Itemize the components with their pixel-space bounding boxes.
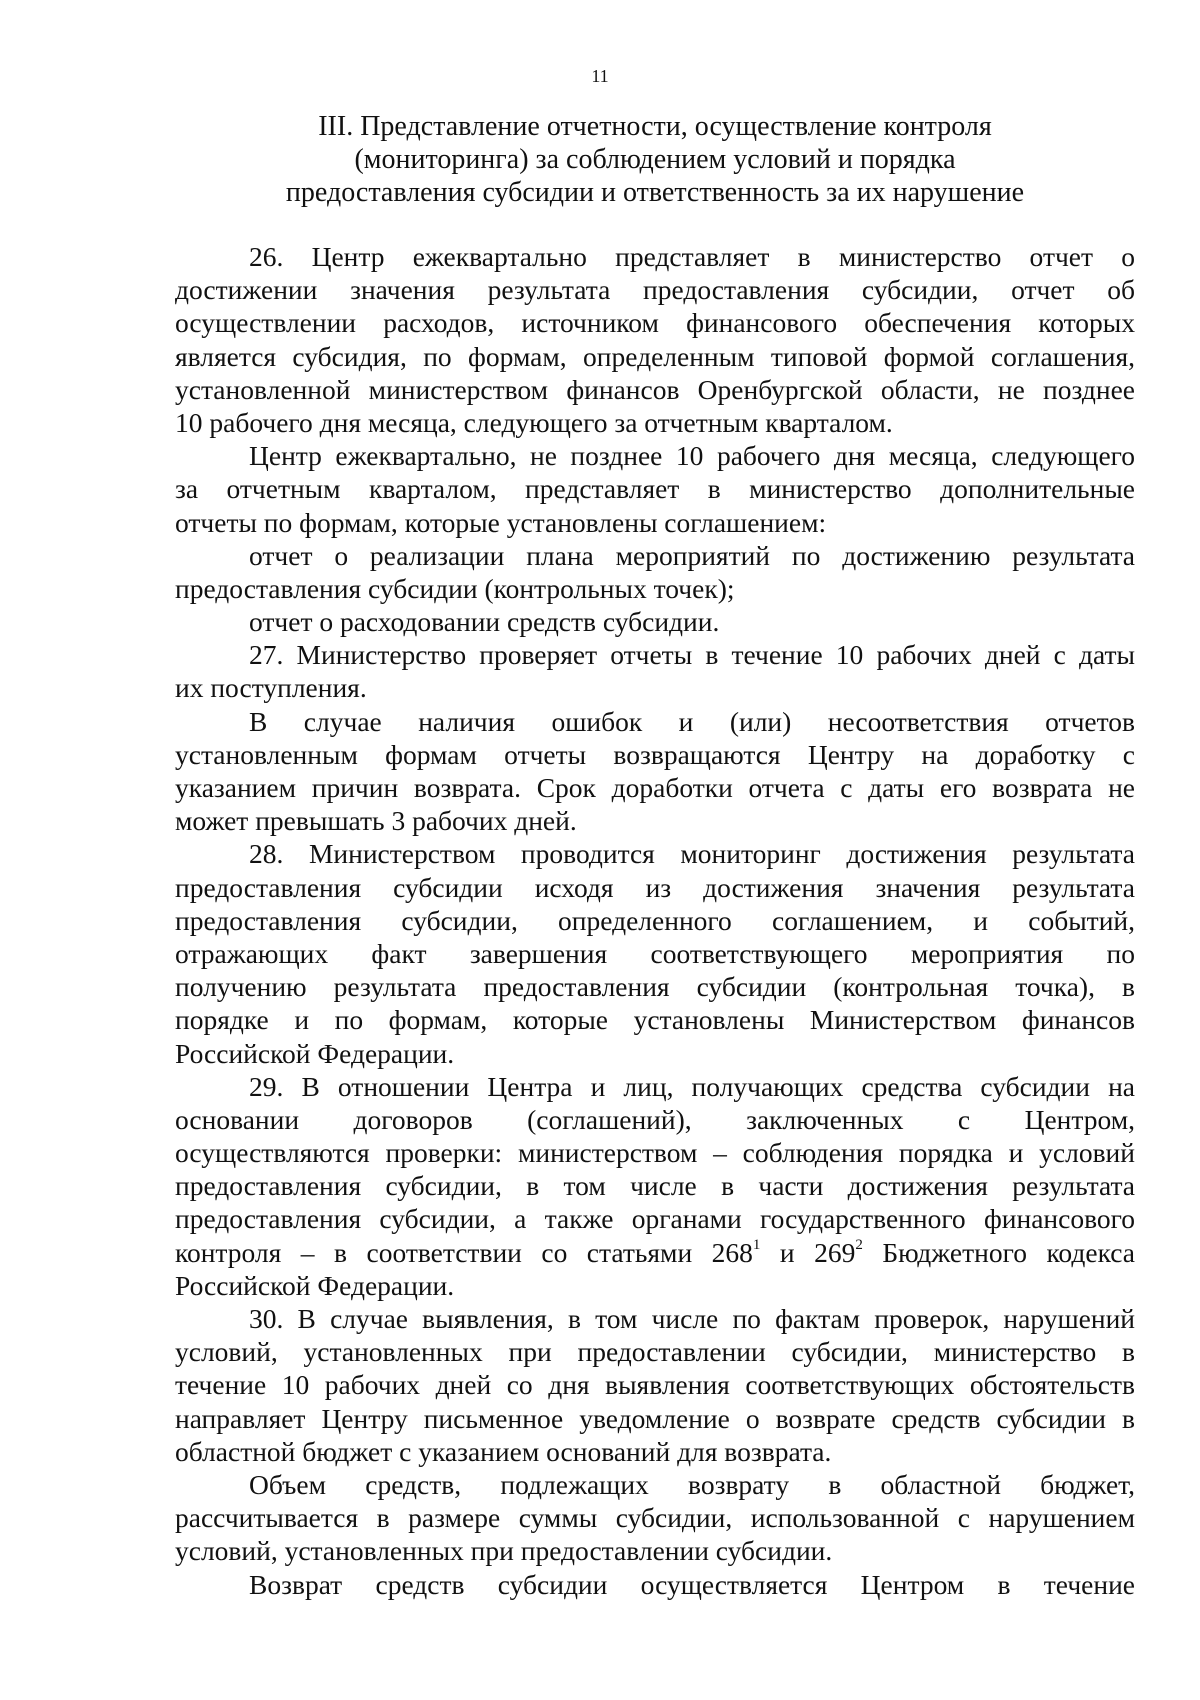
text-line: достижении значения результата предоставления субсидии, отчет об (175, 274, 1135, 306)
text-line: осуществляются проверки: министерством – соблюдения порядка и условий (175, 1137, 1135, 1169)
superscript: 1 (752, 1237, 761, 1254)
text-line: условий, установленных при предоставлении субсидии, министерство в (175, 1336, 1135, 1368)
text-line: порядке и по формам, которые установлены Министерством финансов (175, 1004, 1135, 1036)
paragraph-29 (175, 1070, 1135, 1302)
paragraph-additional-reports (175, 439, 1135, 539)
section-heading-line: III. Представление отчетности, осуществление контроля (318, 111, 992, 142)
text-line: основании договоров (соглашений), заключенных с Центром, (175, 1103, 1135, 1135)
text-line: 28. Министерством проводится мониторинг достижения результата (249, 838, 1135, 870)
section-heading-line: (мониторинга) за соблюдением условий и порядка (354, 144, 956, 175)
text-line: предоставления субсидии, а также органами государственного финансового (175, 1203, 1135, 1235)
text-line: предоставления субсидии, определенного соглашением, и событий, (175, 904, 1135, 936)
paragraph-26 (175, 240, 1135, 439)
superscript: 2 (855, 1237, 863, 1254)
text-line: 26. Центр ежеквартально представляет в министерство отчет о (249, 241, 1135, 272)
paragraph-refund-volume (175, 1468, 1135, 1568)
text-line: установленным формам отчеты возвращаются Центру на доработку с (175, 738, 1135, 770)
text-line: отчет о расходовании средств субсидии. (249, 606, 720, 638)
paragraph-errors (175, 705, 1135, 838)
text-line-with-superscripts (175, 1236, 1135, 1269)
text-line: предоставления субсидии (контрольных точек); (175, 572, 735, 604)
text-line: осуществлении расходов, источником финансового обеспечения которых (175, 307, 1135, 339)
paragraph-30 (175, 1302, 1135, 1468)
text-line: указанием причин возврата. Срок доработки отчета с даты его возврата не (175, 772, 1135, 803)
text-line: их поступления. (175, 672, 367, 704)
paragraph-27 (175, 638, 1135, 704)
text-line: Возврат средств субсидии осуществляется Центром в течение (249, 1568, 1135, 1600)
text-line: установленной министерством финансов Оренбургской области, не позднее (175, 373, 1135, 405)
text-line: Центр ежеквартально, не позднее 10 рабочего дня месяца, следующего (249, 440, 1135, 472)
text-line: Объем средств, подлежащих возврату в областной бюджет, (249, 1468, 1135, 1500)
text-line: В случае наличия ошибок и (или) несоответствия отчетов (249, 705, 1135, 737)
text-line: 10 рабочего дня месяца, следующего за отчетным кварталом. (175, 406, 893, 438)
paragraph-28 (175, 837, 1135, 1069)
text-line: Российской Федерации. (175, 1269, 455, 1301)
text-line: 27. Министерство проверяет отчеты в течение 10 рабочих дней с даты (249, 639, 1135, 671)
text-line: отчеты по формам, которые установлены соглашением: (175, 506, 827, 538)
text-segment: Бюджетного кодекса (862, 1236, 1135, 1268)
section-heading-line: предоставления субсидии и ответственность за их нарушение (285, 177, 1025, 208)
text-line: направляет Центру письменное уведомление о возврате средств субсидии в (175, 1402, 1135, 1434)
document-body (175, 240, 1135, 1601)
text-line: 30. В случае выявления, в том числе по фактам проверок, нарушений (249, 1303, 1135, 1334)
text-line: предоставления субсидии исходя из достижения значения результата (175, 871, 1135, 903)
text-line: Российской Федерации. (175, 1037, 455, 1069)
text-line: получению результата предоставления субсидии (контрольная точка), в (175, 971, 1135, 1003)
text-line: областной бюджет с указанием оснований для возврата. (175, 1435, 832, 1467)
text-line: может превышать 3 рабочих дней. (175, 805, 577, 837)
text-line: рассчитывается в размере суммы субсидии, использованной с нарушением (175, 1502, 1135, 1534)
section-heading (175, 110, 1135, 209)
text-line: 29. В отношении Центра и лиц, получающих средства субсидии на (249, 1070, 1135, 1102)
text-segment: и 269 (760, 1236, 856, 1268)
text-line: отражающих факт завершения соответствующего мероприятия по (175, 937, 1135, 969)
paragraph-refund (175, 1568, 1135, 1601)
text-line: условий, установленных при предоставлении субсидии. (175, 1535, 833, 1567)
text-segment: контроля – в соответствии со статьями 268 (175, 1236, 753, 1268)
paragraph-expense-report (175, 605, 1135, 638)
text-line: отчет о реализации плана мероприятий по достижению результата (249, 539, 1135, 571)
paragraph-plan-report (175, 539, 1135, 605)
page-number: 11 (591, 66, 609, 86)
text-line: течение 10 рабочих дней со дня выявления соответствующих обстоятельств (175, 1369, 1135, 1401)
text-line: за отчетным кварталом, представляет в министерство дополнительные (175, 473, 1135, 505)
text-line: является субсидия, по формам, определенным типовой формой соглашения, (175, 340, 1135, 372)
text-line: предоставления субсидии, в том числе в части достижения результата (175, 1170, 1135, 1202)
